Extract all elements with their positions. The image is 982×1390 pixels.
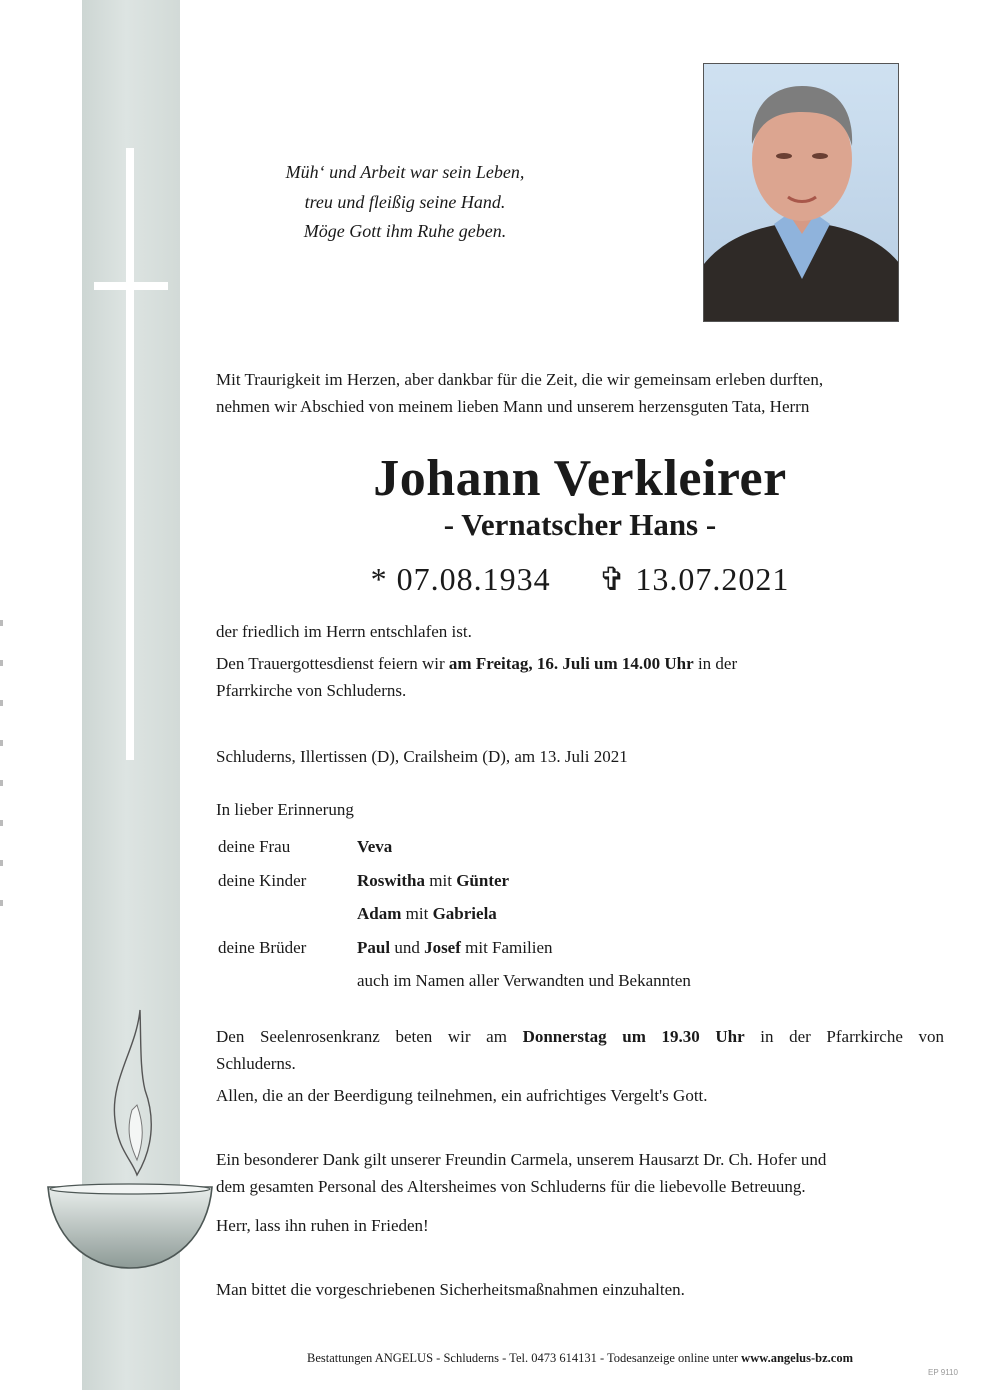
peace-text: Herr, lass ihn ruhen in Frieden! xyxy=(216,1216,429,1235)
relatives-text: auch im Namen aller Verwandten und Bekannten xyxy=(357,971,691,990)
deceased-name: Johann Verkleirer xyxy=(373,450,787,507)
family-role: deine Frau xyxy=(218,837,291,856)
wife-name: Veva xyxy=(357,837,393,856)
cross-icon xyxy=(126,148,134,760)
joiner: mit Familien xyxy=(460,938,553,957)
quote-line: Müh‘ und Arbeit war sein Leben, xyxy=(285,162,525,182)
death-cross-icon: ✞ xyxy=(598,561,627,597)
joiner: mit xyxy=(425,871,457,890)
funeral-date: am Freitag, 16. Juli um 14.00 Uhr xyxy=(448,654,694,673)
joiner: mit xyxy=(401,904,433,923)
footer-link[interactable]: www.angelus-bz.com xyxy=(741,1351,853,1365)
life-dates xyxy=(216,558,944,600)
partner-name: Günter xyxy=(456,871,510,890)
deceased-nickname: - Vernatscher Hans - xyxy=(443,507,717,542)
memory-heading: In lieber Erinnerung xyxy=(216,800,354,819)
rosary-date: Donnerstag um 19.30 Uhr xyxy=(522,1027,745,1046)
family-names xyxy=(357,834,392,860)
family-role: deine Kinder xyxy=(218,871,307,890)
intro-line: Mit Traurigkeit im Herzen, aber dankbar für die Zeit, die wir gemeinsam erleben durften, xyxy=(216,370,824,389)
sleep-text: der friedlich im Herrn entschlafen ist. xyxy=(216,622,472,641)
family-names xyxy=(357,868,509,894)
family-names xyxy=(357,901,497,927)
birth-star-icon: * xyxy=(370,561,388,597)
special-thanks-line: Ein besonderer Dank gilt unserer Freundin Carmela, unserem Hausarzt Dr. Ch. Hofer und xyxy=(216,1150,827,1169)
special-thanks-line: dem gesamten Personal des Altersheimes von Schluderns für die liebevolle Betreuung. xyxy=(216,1177,806,1196)
rosary-notice xyxy=(216,1023,944,1077)
place-date: Schluderns, Illertissen (D), Crailsheim (D), am 13. Juli 2021 xyxy=(216,747,628,766)
child-name: Adam xyxy=(357,904,402,923)
partner-name: Gabriela xyxy=(432,904,497,923)
rosary-text: Den Seelenrosenkranz beten wir am xyxy=(216,1027,523,1046)
special-thanks xyxy=(216,1146,944,1200)
death-date: 13.07.2021 xyxy=(635,561,790,597)
thanks-text: Allen, die an der Beerdigung teilnehmen, ein aufrichtiges Vergelt's Gott. xyxy=(216,1086,708,1105)
memorial-quote xyxy=(230,158,580,247)
footer xyxy=(230,1349,930,1367)
birth-date: 07.08.1934 xyxy=(396,561,551,597)
funeral-text: in der xyxy=(693,654,738,673)
family-role: deine Brüder xyxy=(218,938,307,957)
safety-notice: Man bittet die vorgeschriebenen Sicherheitsmaßnahmen einzuhalten. xyxy=(216,1280,685,1299)
brother-name: Josef xyxy=(424,938,461,957)
family-names xyxy=(357,935,553,961)
intro-line: nehmen wir Abschied von meinem lieben Mann und unserem herzensguten Tata, Herrn xyxy=(216,397,810,416)
funeral-notice xyxy=(216,650,944,704)
brother-name: Paul xyxy=(357,938,391,957)
oil-lamp-icon xyxy=(40,1000,220,1270)
footer-text: Bestattungen ANGELUS - Schluderns - Tel. 0473 614131 - Todesanzeige online unter xyxy=(307,1351,742,1365)
rosary-location: Schluderns. xyxy=(216,1054,296,1073)
cross-bar xyxy=(94,282,168,290)
rosary-text: in der Pfarrkirche von xyxy=(744,1027,944,1046)
print-code: EP 9110 xyxy=(928,1368,958,1377)
funeral-text: Den Trauergottesdienst feiern wir xyxy=(216,654,449,673)
child-name: Roswitha xyxy=(357,871,426,890)
quote-line: treu und fleißig seine Hand. xyxy=(304,191,506,212)
quote-line: Möge Gott ihm Ruhe geben. xyxy=(303,221,507,241)
portrait-photo xyxy=(703,63,899,322)
funeral-location: Pfarrkirche von Schluderns. xyxy=(216,681,407,700)
intro-text xyxy=(216,366,944,420)
scan-edge-marks xyxy=(0,620,3,940)
joiner: und xyxy=(390,938,425,957)
